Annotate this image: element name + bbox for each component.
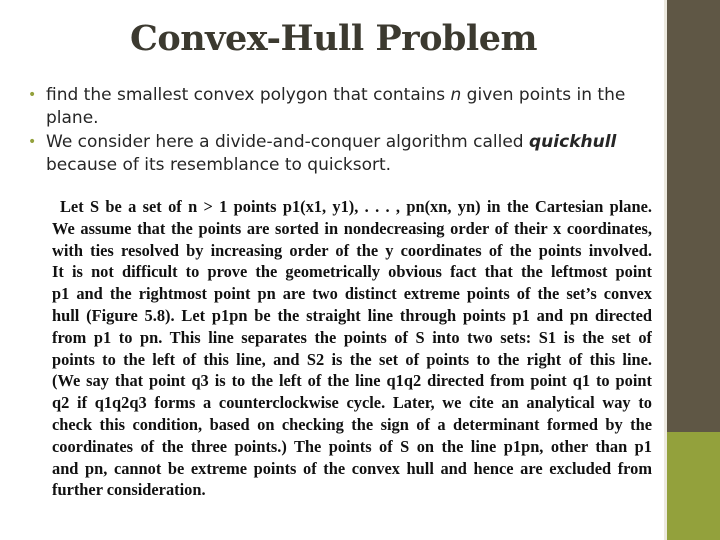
excerpt-line: We assume that the points are sorted in nondecreasing order of their x coordinates, — [52, 218, 652, 238]
excerpt-line: points to the left of this line, and S2 is the set of points to the right of this line. — [52, 349, 652, 369]
bullet-emphasis: quickhull — [529, 132, 617, 152]
bullet-list — [28, 84, 653, 178]
sidebar-accent-block — [667, 432, 720, 540]
excerpt-line: hull (Figure 5.8). Let p1pn be the straight line through points p1 and pn directed — [52, 305, 652, 325]
excerpt-line: further consideration. — [52, 480, 206, 498]
excerpt-line: with ties resolved by increasing order of the y coordinates of the points involved. — [52, 240, 652, 260]
slide-title: Convex-Hull Problem — [130, 18, 537, 59]
excerpt-line: coordinates of the three points.) The points of S on the line p1pn, other than p1 — [52, 436, 652, 456]
excerpt-line: (We say that point q3 is to the left of the line q1q2 directed from point q1 to point — [52, 371, 652, 391]
bullet-text: We consider here a divide-and-conquer algorithm called — [46, 132, 530, 152]
bullet-dot-icon: • — [28, 87, 37, 103]
excerpt-line: check this condition, based on checking the sign of a determinant formed by the — [52, 414, 652, 434]
bullet-dot-icon: • — [28, 134, 37, 150]
excerpt-line: p1 and the rightmost point pn are two distinct extreme points of the set’s convex — [52, 284, 652, 304]
bullet-item — [28, 84, 653, 130]
excerpt-line: It is not difficult to prove the geometrically obvious fact that the leftmost point — [52, 262, 652, 282]
bullet-item — [28, 131, 653, 177]
excerpt-line: from p1 to pn. This line separates the points of S into two sets: S1 is the set of — [52, 327, 652, 347]
excerpt-line: q2 if q1q2q3 forms a counterclockwise cycle. Later, we cite an analytical way to — [52, 393, 652, 413]
textbook-excerpt-image — [52, 196, 652, 498]
excerpt-line: Let S be a set of n > 1 points p1(x1, y1), . . . , pn(xn, yn) in the Cartesian plane. — [60, 197, 652, 216]
bullet-text: given points in the plane. — [46, 85, 626, 128]
excerpt-line: and pn, cannot be extreme points of the convex hull and hence are excluded from — [52, 458, 652, 478]
bullet-text: because of its resemblance to quicksort. — [46, 155, 392, 175]
bullet-emphasis: n — [450, 85, 462, 105]
bullet-text: find the smallest convex polygon that contains — [46, 85, 451, 105]
